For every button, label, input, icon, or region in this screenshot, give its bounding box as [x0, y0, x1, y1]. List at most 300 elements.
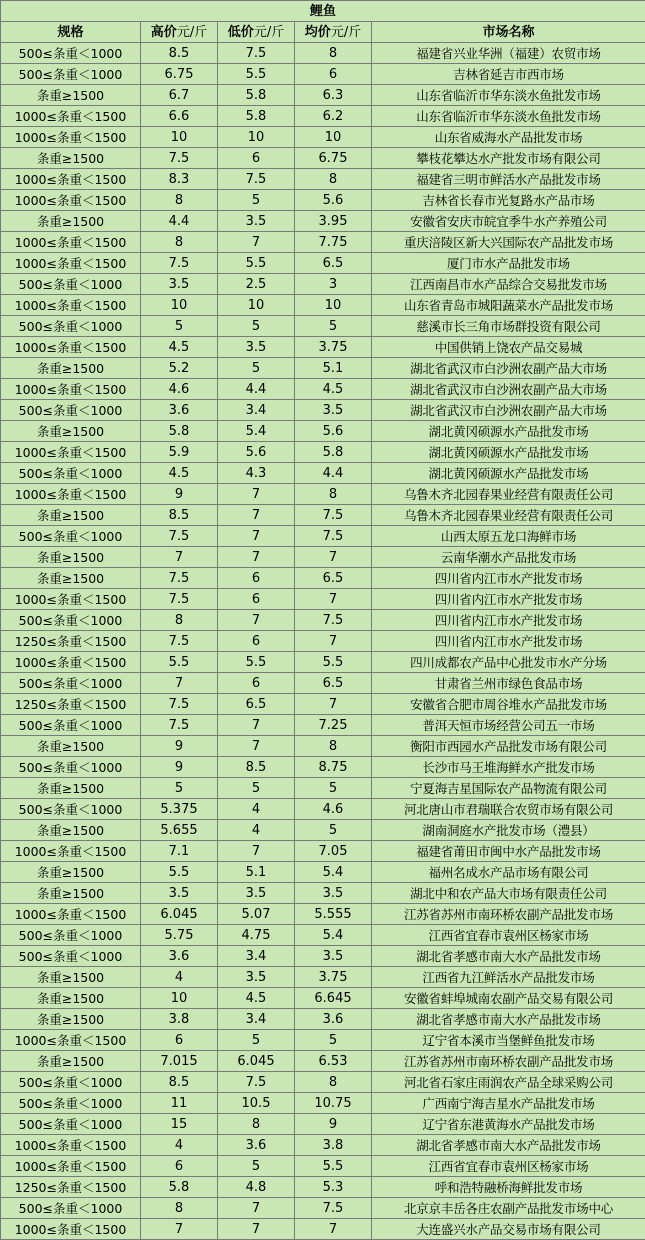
cell-low-price: 6	[218, 589, 295, 610]
cell-market: 湖北省武汉市白沙洲农副产品大市场	[372, 379, 645, 400]
cell-avg-price: 6.5	[295, 253, 372, 274]
cell-avg-price: 5	[295, 820, 372, 841]
cell-market: 大连盛兴水产品交易市场有限公司	[372, 1219, 645, 1240]
cell-avg-price: 10	[295, 295, 372, 316]
cell-low-price: 7.5	[218, 43, 295, 64]
cell-market: 江西省九江鲜活水产品批发市场	[372, 967, 645, 988]
cell-market: 安徽省蚌埠城南农副产品交易有限公司	[372, 988, 645, 1009]
cell-spec: 500≤条重＜1000	[1, 925, 141, 946]
cell-spec: 1000≤条重＜1500	[1, 1156, 141, 1177]
cell-low-price: 5	[218, 778, 295, 799]
cell-spec: 条重≥1500	[1, 778, 141, 799]
cell-market: 四川省内江市水产批发市场	[372, 589, 645, 610]
cell-avg-price: 8.75	[295, 757, 372, 778]
cell-spec: 条重≥1500	[1, 988, 141, 1009]
cell-market: 湖北省武汉市白沙洲农副产品大市场	[372, 358, 645, 379]
cell-high-price: 7.5	[141, 694, 218, 715]
cell-market: 四川省内江市水产批发市场	[372, 631, 645, 652]
table-row	[1, 148, 645, 169]
cell-high-price: 4	[141, 967, 218, 988]
table-row	[1, 400, 645, 421]
header-spec: 规格	[1, 22, 141, 43]
cell-high-price: 5.655	[141, 820, 218, 841]
table-row	[1, 967, 645, 988]
cell-low-price: 6	[218, 568, 295, 589]
cell-spec: 500≤条重＜1000	[1, 274, 141, 295]
cell-high-price: 4.4	[141, 211, 218, 232]
header-high-price-unit: 元/斤	[176, 24, 208, 40]
cell-low-price: 6	[218, 148, 295, 169]
cell-spec: 条重≥1500	[1, 820, 141, 841]
cell-avg-price: 10	[295, 127, 372, 148]
cell-avg-price: 6	[295, 64, 372, 85]
cell-market: 江苏省苏州市南环桥农副产品批发市场	[372, 904, 645, 925]
cell-spec: 1000≤条重＜1500	[1, 841, 141, 862]
cell-high-price: 7.5	[141, 526, 218, 547]
table-row	[1, 1072, 645, 1093]
cell-avg-price: 7	[295, 589, 372, 610]
cell-avg-price: 5.6	[295, 421, 372, 442]
cell-spec: 条重≥1500	[1, 211, 141, 232]
cell-high-price: 7	[141, 547, 218, 568]
cell-high-price: 5.2	[141, 358, 218, 379]
cell-market: 呼和浩特融桥海鲜批发市场	[372, 1177, 645, 1198]
cell-low-price: 5	[218, 316, 295, 337]
table-row	[1, 232, 645, 253]
cell-low-price: 3.5	[218, 967, 295, 988]
cell-spec: 条重≥1500	[1, 967, 141, 988]
header-low-price-label: 低价	[227, 24, 254, 40]
cell-avg-price: 5.4	[295, 862, 372, 883]
cell-avg-price: 5	[295, 778, 372, 799]
cell-low-price: 7	[218, 484, 295, 505]
header-avg-price-label: 均价	[304, 24, 331, 40]
cell-market: 四川省内江市水产批发市场	[372, 568, 645, 589]
cell-market: 普洱天恒市场经营公司五一市场	[372, 715, 645, 736]
cell-avg-price: 7.5	[295, 505, 372, 526]
cell-low-price: 5	[218, 1156, 295, 1177]
cell-high-price: 7.5	[141, 568, 218, 589]
cell-spec: 500≤条重＜1000	[1, 316, 141, 337]
cell-spec: 1000≤条重＜1500	[1, 379, 141, 400]
cell-market: 北京京丰岳各庄农副产品批发市场中心	[372, 1198, 645, 1219]
table-title: 鲤鱼	[1, 1, 645, 22]
cell-high-price: 8.3	[141, 169, 218, 190]
cell-low-price: 7.5	[218, 1072, 295, 1093]
cell-low-price: 5.07	[218, 904, 295, 925]
cell-market: 广西南宁海吉星水产品批发市场	[372, 1093, 645, 1114]
cell-high-price: 4	[141, 1135, 218, 1156]
cell-spec: 条重≥1500	[1, 862, 141, 883]
cell-high-price: 10	[141, 295, 218, 316]
cell-avg-price: 8	[295, 1072, 372, 1093]
cell-spec: 条重≥1500	[1, 1009, 141, 1030]
cell-market: 重庆涪陵区新大兴国际农产品批发市场	[372, 232, 645, 253]
cell-avg-price: 5.6	[295, 190, 372, 211]
table-row	[1, 64, 645, 85]
cell-spec: 500≤条重＜1000	[1, 1072, 141, 1093]
cell-spec: 500≤条重＜1000	[1, 400, 141, 421]
cell-avg-price: 7	[295, 1219, 372, 1240]
cell-spec: 500≤条重＜1000	[1, 1093, 141, 1114]
cell-avg-price: 3.5	[295, 883, 372, 904]
cell-high-price: 3.5	[141, 883, 218, 904]
cell-low-price: 8.5	[218, 757, 295, 778]
cell-spec: 1000≤条重＜1500	[1, 1030, 141, 1051]
cell-spec: 条重≥1500	[1, 736, 141, 757]
cell-market: 湖北省孝感市南大水产品批发市场	[372, 946, 645, 967]
header-row	[1, 22, 645, 43]
cell-avg-price: 8	[295, 736, 372, 757]
cell-low-price: 3.5	[218, 211, 295, 232]
table-body	[1, 43, 645, 1240]
table-row	[1, 673, 645, 694]
table-row	[1, 736, 645, 757]
table-row	[1, 925, 645, 946]
cell-spec: 1000≤条重＜1500	[1, 652, 141, 673]
cell-spec: 1000≤条重＜1500	[1, 1135, 141, 1156]
table-row	[1, 484, 645, 505]
cell-market: 江西省宜春市袁州区杨家市场	[372, 1156, 645, 1177]
cell-avg-price: 6.645	[295, 988, 372, 1009]
cell-market: 安徽省安庆市皖宜季牛水产养殖公司	[372, 211, 645, 232]
cell-high-price: 8	[141, 190, 218, 211]
cell-high-price: 7	[141, 673, 218, 694]
cell-avg-price: 7.5	[295, 526, 372, 547]
cell-market: 河北唐山市君瑞联合农贸市场有限公司	[372, 799, 645, 820]
cell-spec: 500≤条重＜1000	[1, 64, 141, 85]
cell-high-price: 5.8	[141, 421, 218, 442]
cell-market: 湖北黄冈硕源水产品批发市场	[372, 421, 645, 442]
cell-avg-price: 3	[295, 274, 372, 295]
cell-spec: 1000≤条重＜1500	[1, 253, 141, 274]
table-row	[1, 295, 645, 316]
table-row	[1, 883, 645, 904]
cell-high-price: 7.5	[141, 631, 218, 652]
cell-avg-price: 9	[295, 1114, 372, 1135]
table-row	[1, 547, 645, 568]
table-row	[1, 505, 645, 526]
cell-market: 中国供销上饶农产品交易城	[372, 337, 645, 358]
cell-avg-price: 7.5	[295, 1198, 372, 1219]
cell-low-price: 4.4	[218, 379, 295, 400]
cell-market: 四川成都农产品中心批发市水产分场	[372, 652, 645, 673]
cell-low-price: 3.4	[218, 946, 295, 967]
cell-low-price: 6.5	[218, 694, 295, 715]
cell-high-price: 5.9	[141, 442, 218, 463]
cell-avg-price: 5.8	[295, 442, 372, 463]
cell-market: 湖北省武汉市白沙洲农副产品大市场	[372, 400, 645, 421]
table-row	[1, 568, 645, 589]
cell-market: 宁夏海吉星国际农产品物流有限公司	[372, 778, 645, 799]
cell-market: 安徽省合肥市周谷堆水产品批发市场	[372, 694, 645, 715]
cell-market: 山东省临沂市华东淡水鱼批发市场	[372, 106, 645, 127]
cell-market: 福建省莆田市闽中水产品批发市场	[372, 841, 645, 862]
cell-low-price: 5	[218, 1030, 295, 1051]
cell-avg-price: 5	[295, 316, 372, 337]
cell-high-price: 3.6	[141, 946, 218, 967]
table-row	[1, 463, 645, 484]
cell-high-price: 5.375	[141, 799, 218, 820]
cell-high-price: 3.6	[141, 400, 218, 421]
cell-low-price: 6	[218, 673, 295, 694]
table-row	[1, 862, 645, 883]
cell-spec: 500≤条重＜1000	[1, 610, 141, 631]
cell-low-price: 6.045	[218, 1051, 295, 1072]
table-row	[1, 820, 645, 841]
cell-avg-price: 6.75	[295, 148, 372, 169]
cell-high-price: 5.5	[141, 652, 218, 673]
cell-spec: 条重≥1500	[1, 148, 141, 169]
table-row	[1, 1219, 645, 1240]
cell-low-price: 6	[218, 631, 295, 652]
table-row	[1, 316, 645, 337]
cell-spec: 1000≤条重＜1500	[1, 1219, 141, 1240]
cell-low-price: 4	[218, 820, 295, 841]
cell-high-price: 8.5	[141, 43, 218, 64]
cell-market: 辽宁省东港黄海水产品批发市场	[372, 1114, 645, 1135]
cell-market: 乌鲁木齐北园春果业经营有限责任公司	[372, 505, 645, 526]
cell-spec: 1000≤条重＜1500	[1, 190, 141, 211]
cell-low-price: 5	[218, 190, 295, 211]
cell-market: 湖北黄冈硕源水产品批发市场	[372, 442, 645, 463]
cell-low-price: 10.5	[218, 1093, 295, 1114]
cell-low-price: 4.3	[218, 463, 295, 484]
cell-low-price: 8	[218, 1114, 295, 1135]
cell-market: 甘肃省兰州市绿色食品市场	[372, 673, 645, 694]
table-row	[1, 757, 645, 778]
cell-high-price: 11	[141, 1093, 218, 1114]
cell-low-price: 7	[218, 610, 295, 631]
cell-avg-price: 8	[295, 43, 372, 64]
cell-avg-price: 3.5	[295, 400, 372, 421]
cell-spec: 条重≥1500	[1, 505, 141, 526]
table-row	[1, 421, 645, 442]
cell-spec: 500≤条重＜1000	[1, 946, 141, 967]
header-avg-price-unit: 元/斤	[330, 24, 362, 40]
cell-low-price: 5.5	[218, 253, 295, 274]
table-row	[1, 169, 645, 190]
table-row	[1, 694, 645, 715]
table-row	[1, 1051, 645, 1072]
cell-high-price: 6	[141, 1156, 218, 1177]
table-row	[1, 211, 645, 232]
cell-spec: 1250≤条重＜1500	[1, 631, 141, 652]
cell-low-price: 3.4	[218, 400, 295, 421]
cell-market: 湖南洞庭水产批发市场（澧县）	[372, 820, 645, 841]
table-row	[1, 778, 645, 799]
header-market: 市场名称	[372, 22, 645, 43]
cell-spec: 500≤条重＜1000	[1, 43, 141, 64]
cell-high-price: 8.5	[141, 505, 218, 526]
cell-market: 山东省临沂市华东淡水鱼批发市场	[372, 85, 645, 106]
cell-high-price: 4.5	[141, 463, 218, 484]
cell-market: 福建省三明市鲜活水产品批发市场	[372, 169, 645, 190]
table-row	[1, 1198, 645, 1219]
cell-high-price: 7.5	[141, 148, 218, 169]
cell-low-price: 10	[218, 295, 295, 316]
cell-spec: 1250≤条重＜1500	[1, 1177, 141, 1198]
cell-spec: 500≤条重＜1000	[1, 526, 141, 547]
cell-low-price: 5.1	[218, 862, 295, 883]
cell-high-price: 6.6	[141, 106, 218, 127]
cell-high-price: 7.5	[141, 589, 218, 610]
cell-market: 吉林省延吉市西市场	[372, 64, 645, 85]
cell-high-price: 7	[141, 1219, 218, 1240]
table-row	[1, 190, 645, 211]
cell-spec: 1000≤条重＜1500	[1, 442, 141, 463]
cell-avg-price: 6.53	[295, 1051, 372, 1072]
table-row	[1, 337, 645, 358]
table-row	[1, 106, 645, 127]
cell-low-price: 5.6	[218, 442, 295, 463]
header-high-price-label: 高价	[150, 24, 177, 40]
cell-avg-price: 5.5	[295, 652, 372, 673]
cell-low-price: 2.5	[218, 274, 295, 295]
cell-high-price: 15	[141, 1114, 218, 1135]
cell-market: 长沙市马王堆海鲜水产批发市场	[372, 757, 645, 778]
cell-market: 衡阳市西园水产品批发市场有限公司	[372, 736, 645, 757]
cell-market: 湖北省孝感市南大水产品批发市场	[372, 1135, 645, 1156]
cell-spec: 1000≤条重＜1500	[1, 232, 141, 253]
table-row	[1, 1156, 645, 1177]
cell-high-price: 8	[141, 232, 218, 253]
cell-avg-price: 6.2	[295, 106, 372, 127]
table-row	[1, 85, 645, 106]
cell-low-price: 7	[218, 1219, 295, 1240]
cell-avg-price: 3.95	[295, 211, 372, 232]
cell-low-price: 7	[218, 547, 295, 568]
table-row	[1, 631, 645, 652]
table-row	[1, 799, 645, 820]
cell-avg-price: 5	[295, 1030, 372, 1051]
cell-spec: 500≤条重＜1000	[1, 1198, 141, 1219]
cell-avg-price: 3.6	[295, 1009, 372, 1030]
cell-low-price: 7	[218, 736, 295, 757]
cell-spec: 500≤条重＜1000	[1, 715, 141, 736]
cell-spec: 1000≤条重＜1500	[1, 337, 141, 358]
cell-spec: 500≤条重＜1000	[1, 799, 141, 820]
cell-high-price: 5.75	[141, 925, 218, 946]
table-row	[1, 253, 645, 274]
table-row	[1, 526, 645, 547]
cell-market: 厦门市水产品批发市场	[372, 253, 645, 274]
cell-market: 江西南昌市水产品综合交易批发市场	[372, 274, 645, 295]
cell-spec: 条重≥1500	[1, 547, 141, 568]
cell-avg-price: 5.1	[295, 358, 372, 379]
cell-high-price: 5	[141, 778, 218, 799]
cell-low-price: 7	[218, 1198, 295, 1219]
cell-market: 慈溪市长三角市场群投资有限公司	[372, 316, 645, 337]
cell-spec: 条重≥1500	[1, 1051, 141, 1072]
cell-market: 湖北省孝感市南大水产品批发市场	[372, 1009, 645, 1030]
cell-high-price: 9	[141, 484, 218, 505]
table-row	[1, 274, 645, 295]
cell-low-price: 5.4	[218, 421, 295, 442]
cell-spec: 1000≤条重＜1500	[1, 904, 141, 925]
cell-high-price: 8	[141, 610, 218, 631]
cell-market: 山东省威海水产品批发市场	[372, 127, 645, 148]
table-row	[1, 1093, 645, 1114]
cell-spec: 1250≤条重＜1500	[1, 694, 141, 715]
cell-high-price: 7.5	[141, 253, 218, 274]
table-row	[1, 442, 645, 463]
header-low-price-unit: 元/斤	[253, 24, 285, 40]
cell-market: 河北省石家庄雨润农产品全球采购公司	[372, 1072, 645, 1093]
cell-low-price: 5.8	[218, 85, 295, 106]
cell-high-price: 4.6	[141, 379, 218, 400]
table-row	[1, 904, 645, 925]
cell-spec: 1000≤条重＜1500	[1, 589, 141, 610]
cell-spec: 1000≤条重＜1500	[1, 169, 141, 190]
cell-market: 福建省兴业华洲（福建）农贸市场	[372, 43, 645, 64]
header-avg-price	[295, 22, 372, 43]
cell-avg-price: 5.4	[295, 925, 372, 946]
cell-low-price: 3.5	[218, 337, 295, 358]
cell-high-price: 5.5	[141, 862, 218, 883]
cell-market: 山东省青岛市城阳蔬菜水产品批发市场	[372, 295, 645, 316]
cell-avg-price: 5.3	[295, 1177, 372, 1198]
cell-avg-price: 3.8	[295, 1135, 372, 1156]
cell-spec: 1000≤条重＜1500	[1, 484, 141, 505]
table-row	[1, 1030, 645, 1051]
cell-avg-price: 5.5	[295, 1156, 372, 1177]
cell-avg-price: 6.5	[295, 568, 372, 589]
cell-high-price: 5	[141, 316, 218, 337]
cell-avg-price: 7	[295, 694, 372, 715]
cell-market: 攀枝花攀达水产批发市场有限公司	[372, 148, 645, 169]
cell-high-price: 3.8	[141, 1009, 218, 1030]
cell-high-price: 8	[141, 1198, 218, 1219]
cell-spec: 1000≤条重＜1500	[1, 127, 141, 148]
cell-low-price: 3.6	[218, 1135, 295, 1156]
table-row	[1, 610, 645, 631]
cell-market: 乌鲁木齐北园春果业经营有限责任公司	[372, 484, 645, 505]
cell-high-price: 9	[141, 736, 218, 757]
table-row	[1, 358, 645, 379]
cell-avg-price: 7.75	[295, 232, 372, 253]
cell-low-price: 10	[218, 127, 295, 148]
cell-avg-price: 5.555	[295, 904, 372, 925]
cell-market: 福州名成水产品市场有限公司	[372, 862, 645, 883]
cell-spec: 条重≥1500	[1, 883, 141, 904]
table-row	[1, 1114, 645, 1135]
cell-spec: 1000≤条重＜1500	[1, 106, 141, 127]
cell-low-price: 5	[218, 358, 295, 379]
cell-high-price: 9	[141, 757, 218, 778]
cell-avg-price: 4.4	[295, 463, 372, 484]
cell-avg-price: 7.25	[295, 715, 372, 736]
table-row	[1, 379, 645, 400]
cell-market: 江苏省苏州市南环桥农副产品批发市场	[372, 1051, 645, 1072]
cell-low-price: 7.5	[218, 169, 295, 190]
cell-avg-price: 7.05	[295, 841, 372, 862]
table-row	[1, 1135, 645, 1156]
cell-spec: 500≤条重＜1000	[1, 1114, 141, 1135]
cell-low-price: 4.75	[218, 925, 295, 946]
cell-high-price: 10	[141, 127, 218, 148]
cell-spec: 500≤条重＜1000	[1, 673, 141, 694]
cell-low-price: 4.5	[218, 988, 295, 1009]
cell-high-price: 6	[141, 1030, 218, 1051]
cell-avg-price: 4.6	[295, 799, 372, 820]
cell-spec: 条重≥1500	[1, 568, 141, 589]
cell-market: 吉林省长春市光复路水产品市场	[372, 190, 645, 211]
cell-low-price: 7	[218, 526, 295, 547]
title-row	[1, 1, 645, 22]
table-row	[1, 43, 645, 64]
cell-high-price: 6.7	[141, 85, 218, 106]
